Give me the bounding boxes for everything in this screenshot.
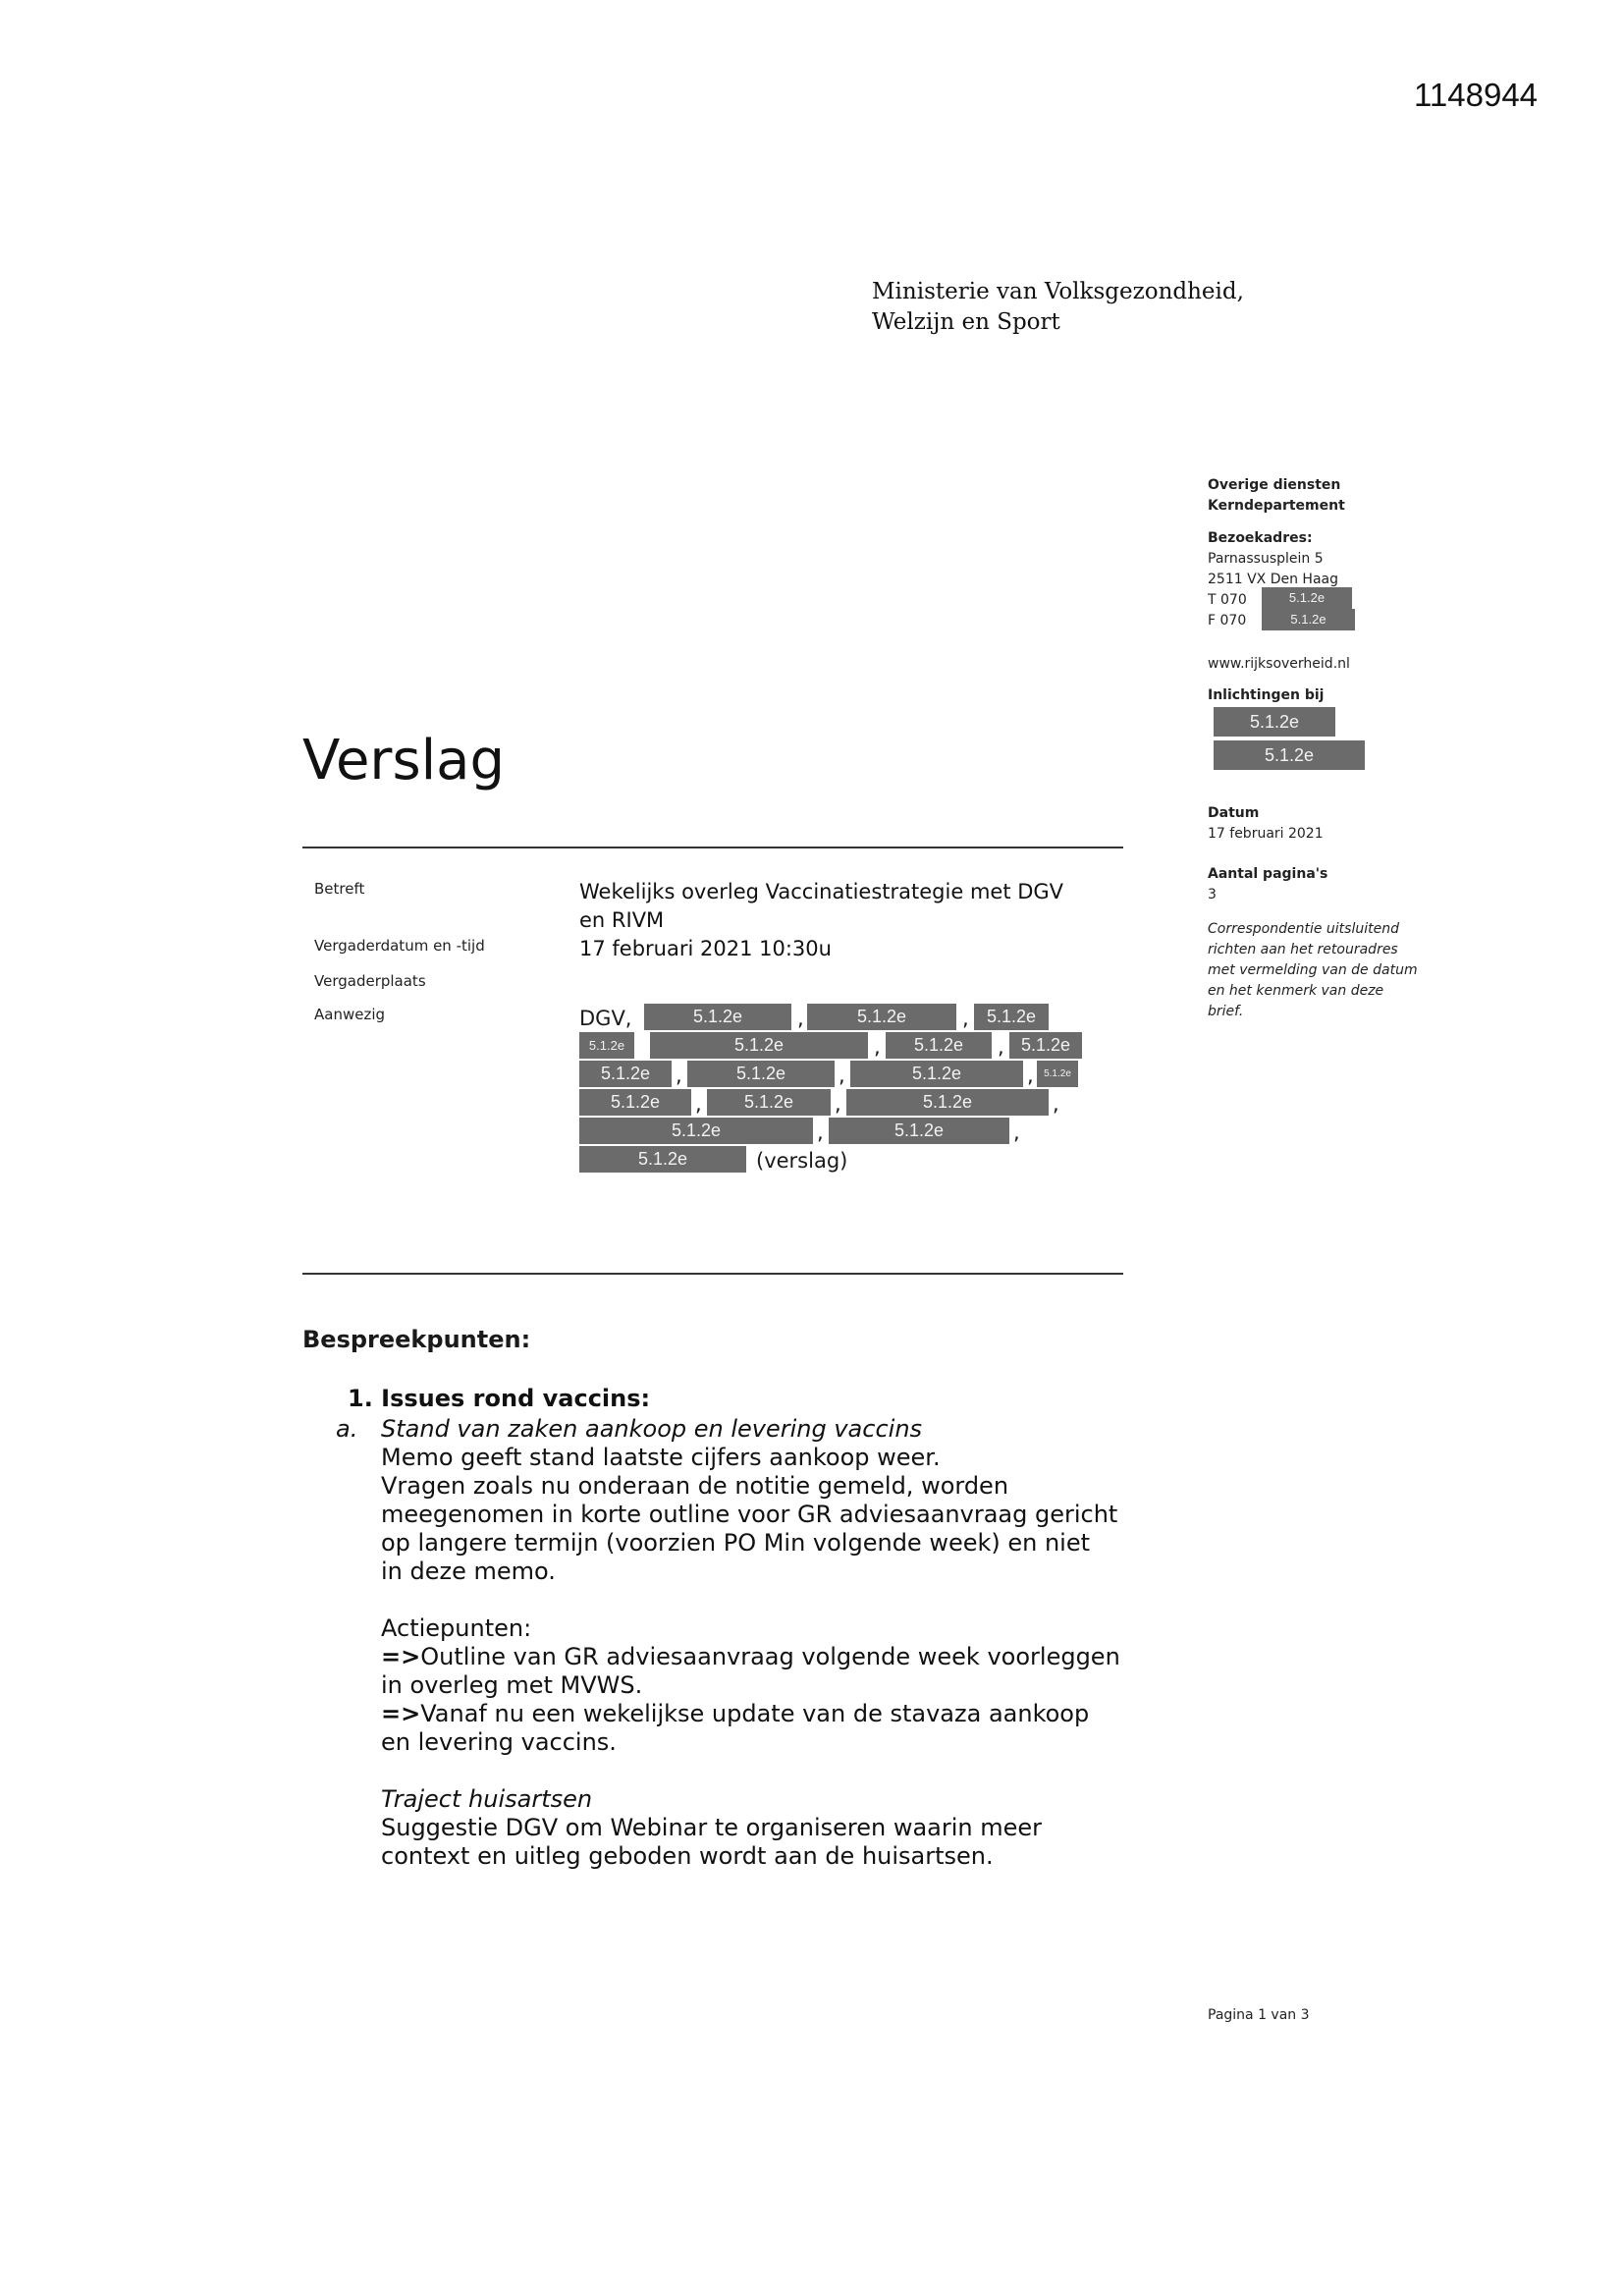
- subject-line-1: Wekelijks overleg Vaccinatiestrategie met DGV: [579, 880, 1064, 903]
- datetime-label: Vergaderdatum en -tijd: [314, 937, 485, 955]
- arrow-icon: =>: [381, 1643, 421, 1670]
- subject-value: [579, 878, 1063, 935]
- redacted-attendee: 5.1.2e: [579, 1032, 634, 1059]
- attendee-verslag: (verslag): [756, 1149, 848, 1173]
- present-label: Aanwezig: [314, 1006, 386, 1023]
- attendees-row-2: [579, 1032, 1090, 1059]
- redacted-attendee: 5.1.2e: [579, 1089, 691, 1116]
- page-title: Verslag: [302, 729, 506, 793]
- discussion-body: [336, 1385, 1219, 1871]
- attendees-row-3: [579, 1061, 1090, 1087]
- notice-line: richten aan het retouradres: [1208, 942, 1398, 957]
- address-label: Bezoekadres:: [1208, 530, 1313, 546]
- sidebar-notice: [1208, 919, 1502, 1022]
- separator: ,: [1013, 1121, 1020, 1144]
- sub-item-content: [381, 1415, 1219, 1871]
- divider-bottom: [302, 1273, 1123, 1275]
- sub-item-title: Stand van zaken aankoop en levering vaccins: [381, 1415, 923, 1443]
- date-label: Datum: [1208, 805, 1260, 821]
- para-line: meegenomen in korte outline voor GR adviesaanvraag gericht: [381, 1501, 1118, 1528]
- fax-line: [1208, 611, 1502, 631]
- sidebar-organization: [1208, 475, 1502, 517]
- para-line: Memo geeft stand laatste cijfers aankoop weer.: [381, 1444, 941, 1471]
- notice-line: brief.: [1208, 1004, 1244, 1019]
- action-text: Vanaf nu een wekelijkse update van de stavaza aankoop: [420, 1700, 1090, 1727]
- attendee-dgv: DGV,: [579, 1007, 632, 1030]
- ministry-name: [872, 277, 1244, 338]
- page-number: Pagina 1 van 3: [1208, 2007, 1310, 2023]
- redacted-attendee: 5.1.2e: [707, 1089, 831, 1116]
- separator: ,: [835, 1092, 841, 1116]
- attendees-row-1: [579, 1004, 1090, 1030]
- actions-label: Actiepunten:: [381, 1614, 532, 1642]
- traject-line: context en uitleg geboden wordt aan de huisartsen.: [381, 1842, 994, 1870]
- redacted-attendee: 5.1.2e: [807, 1004, 956, 1030]
- redacted-attendee: 5.1.2e: [579, 1118, 813, 1144]
- redacted-fax: 5.1.2e: [1262, 609, 1355, 630]
- action-2: [381, 1700, 1219, 1728]
- para-line: in deze memo.: [381, 1558, 556, 1585]
- spacer: [381, 1586, 1219, 1614]
- item-1-title: 1. Issues rond vaccins:: [348, 1385, 651, 1412]
- redacted-attendee: 5.1.2e: [886, 1032, 992, 1059]
- sidebar-website: www.rijksoverheid.nl: [1208, 656, 1350, 672]
- separator: ,: [797, 1007, 804, 1030]
- ministry-line-2: Welzijn en Sport: [872, 309, 1060, 335]
- subject-label: Betreft: [314, 880, 365, 898]
- phone-prefix: T 070: [1208, 592, 1247, 608]
- subject-line-2: en RIVM: [579, 908, 665, 932]
- redacted-attendee: 5.1.2e: [579, 1061, 672, 1087]
- sidebar-info: [1208, 685, 1502, 706]
- separator: ,: [874, 1035, 881, 1059]
- pages-label: Aantal pagina's: [1208, 866, 1328, 882]
- info-label: Inlichtingen bij: [1208, 687, 1325, 703]
- org-line-1: Overige diensten: [1208, 477, 1341, 493]
- redacted-attendee: 5.1.2e: [974, 1004, 1049, 1030]
- document-id: 1148944: [1414, 77, 1539, 113]
- notice-line: en het kenmerk van deze: [1208, 983, 1384, 999]
- redacted-contact-2: 5.1.2e: [1214, 740, 1365, 770]
- ministry-line-1: Ministerie van Volksgezondheid,: [872, 279, 1244, 304]
- redacted-attendee: 5.1.2e: [850, 1061, 1023, 1087]
- notice-line: met vermelding van de datum: [1208, 962, 1418, 978]
- redacted-attendee: 5.1.2e: [687, 1061, 835, 1087]
- action-text: Outline van GR adviesaanvraag volgende week voorleggen: [420, 1643, 1120, 1670]
- separator: ,: [998, 1035, 1004, 1059]
- redacted-attendee: 5.1.2e: [644, 1004, 791, 1030]
- redacted-attendee: 5.1.2e: [1037, 1061, 1078, 1087]
- redacted-attendee: 5.1.2e: [650, 1032, 868, 1059]
- spacer: [381, 1757, 1219, 1785]
- pages-value: 3: [1208, 887, 1217, 902]
- sub-item-marker: a.: [336, 1415, 358, 1443]
- separator: ,: [962, 1007, 969, 1030]
- separator: ,: [1027, 1064, 1034, 1087]
- separator: ,: [817, 1121, 824, 1144]
- action-1-cont: in overleg met MVWS.: [381, 1671, 643, 1699]
- attendees-row-4: [579, 1089, 1090, 1116]
- org-line-2: Kerndepartement: [1208, 498, 1345, 514]
- separator: ,: [676, 1064, 682, 1087]
- action-2-cont: en levering vaccins.: [381, 1728, 617, 1756]
- traject-line: Suggestie DGV om Webinar te organiseren waarin meer: [381, 1814, 1043, 1841]
- separator: ,: [695, 1092, 702, 1116]
- sub-item-a: [336, 1415, 1219, 1871]
- attendees-row-5: [579, 1118, 1090, 1144]
- address-street: Parnassusplein 5: [1208, 551, 1324, 567]
- sidebar-date: [1208, 803, 1502, 845]
- separator: ,: [839, 1064, 845, 1087]
- discussion-heading: Bespreekpunten:: [302, 1326, 531, 1353]
- date-value: 17 februari 2021: [1208, 826, 1324, 842]
- traject-title: Traject huisartsen: [381, 1785, 593, 1813]
- arrow-icon: =>: [381, 1700, 421, 1727]
- notice-line: Correspondentie uitsluitend: [1208, 921, 1399, 937]
- separator: ,: [1053, 1092, 1059, 1116]
- redacted-attendee: 5.1.2e: [579, 1146, 746, 1173]
- action-1: [381, 1643, 1219, 1671]
- attendees-row-6: [579, 1146, 1090, 1173]
- address-postal: 2511 VX Den Haag: [1208, 572, 1338, 587]
- redacted-attendee: 5.1.2e: [829, 1118, 1009, 1144]
- redacted-attendee: 5.1.2e: [1009, 1032, 1082, 1059]
- fax-prefix: F 070: [1208, 613, 1247, 629]
- redacted-contact-1: 5.1.2e: [1214, 707, 1335, 737]
- para-line: Vragen zoals nu onderaan de notitie gemeld, worden: [381, 1472, 1009, 1500]
- divider-top: [302, 847, 1123, 848]
- datetime-value: 17 februari 2021 10:30u: [579, 937, 832, 960]
- sidebar-address: [1208, 528, 1502, 631]
- redacted-phone: 5.1.2e: [1262, 587, 1352, 609]
- para-line: op langere termijn (voorzien PO Min volgende week) en niet: [381, 1529, 1091, 1557]
- phone-line: [1208, 590, 1502, 611]
- place-label: Vergaderplaats: [314, 972, 426, 990]
- redacted-attendee: 5.1.2e: [846, 1089, 1049, 1116]
- sidebar-pages: [1208, 864, 1502, 905]
